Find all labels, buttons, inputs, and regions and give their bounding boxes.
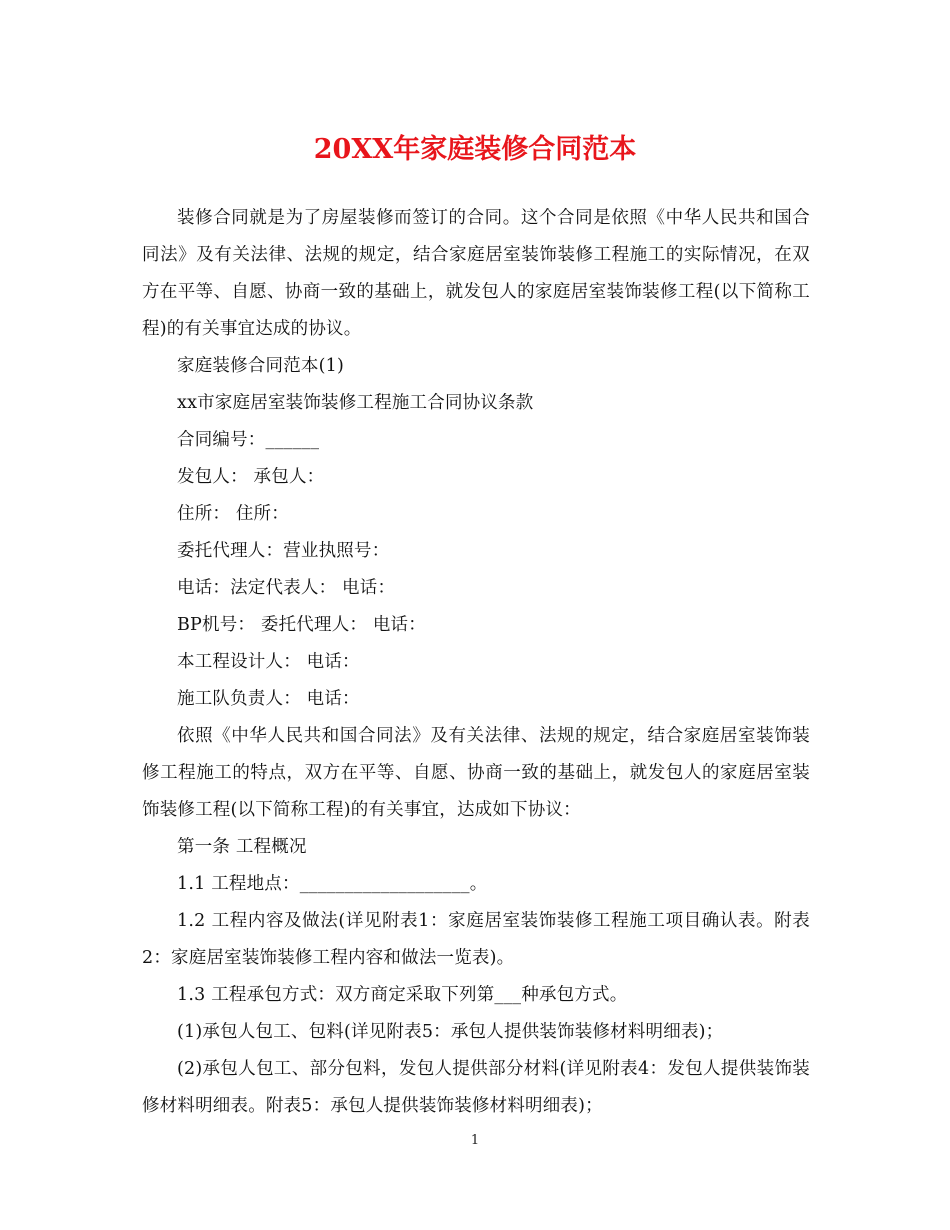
page-number: 1: [470, 1133, 480, 1148]
option-1: (1)承包人包工、包料(详见附表5：承包人提供装饰装修材料明细表)；: [177, 1022, 724, 1042]
contract-number-line: 合同编号：______: [177, 430, 320, 450]
legal-basis-paragraph: 依照《中华人民共和国合同法》及有关法律、法规的规定，结合家庭居室装饰装修工程施工的特点，双方在平等、自愿、协商一致的基础上，就发包人的家庭居室装饰装修工程(以下简称工程)的有关事宜，达成如下协议：: [142, 726, 810, 820]
option-2: (2)承包人包工、部分包料，发包人提供部分材料(详见附表4：发包人提供装饰装修材料明细表。附表5：承包人提供装饰装修材料明细表)；: [142, 1059, 810, 1116]
document-body: [142, 200, 810, 1125]
address-line: 住所： 住所：: [177, 504, 289, 524]
parties-line: 发包人： 承包人：: [177, 467, 325, 487]
clause-1-2: 1.2 工程内容及做法(详见附表1：家庭居室装饰装修工程施工项目确认表。附表2：家庭居室装饰装修工程内容和做法一览表)。: [142, 911, 810, 968]
agent-license-line: 委托代理人：营业执照号：: [177, 541, 390, 561]
agreement-title: xx市家庭居室装饰装修工程施工合同协议条款: [177, 393, 534, 413]
clause-1-1: 1.1 工程地点：___________________。: [177, 874, 488, 894]
intro-paragraph: 装修合同就是为了房屋装修而签订的合同。这个合同是依照《中华人民共和国合同法》及有关法律、法规的规定，结合家庭居室装饰装修工程施工的实际情况，在双方在平等、自愿、协商一致的基础上，就发包人的家庭居室装饰装修工程(以下简称工程)的有关事宜达成的协议。: [142, 208, 810, 339]
designer-line: 本工程设计人： 电话：: [177, 652, 360, 672]
clause-1-3: 1.3 工程承包方式：双方商定采取下列第___种承包方式。: [177, 985, 628, 1005]
construction-lead-line: 施工队负责人： 电话：: [177, 689, 360, 709]
article-one-heading: 第一条 工程概况: [177, 837, 307, 857]
sample-heading: 家庭装修合同范本(1): [177, 356, 344, 376]
document-title: 20XX年家庭装修合同范本: [313, 134, 637, 165]
pager-agent-line: BP机号： 委托代理人： 电话：: [177, 615, 426, 635]
phone-representative-line: 电话：法定代表人： 电话：: [177, 578, 396, 598]
